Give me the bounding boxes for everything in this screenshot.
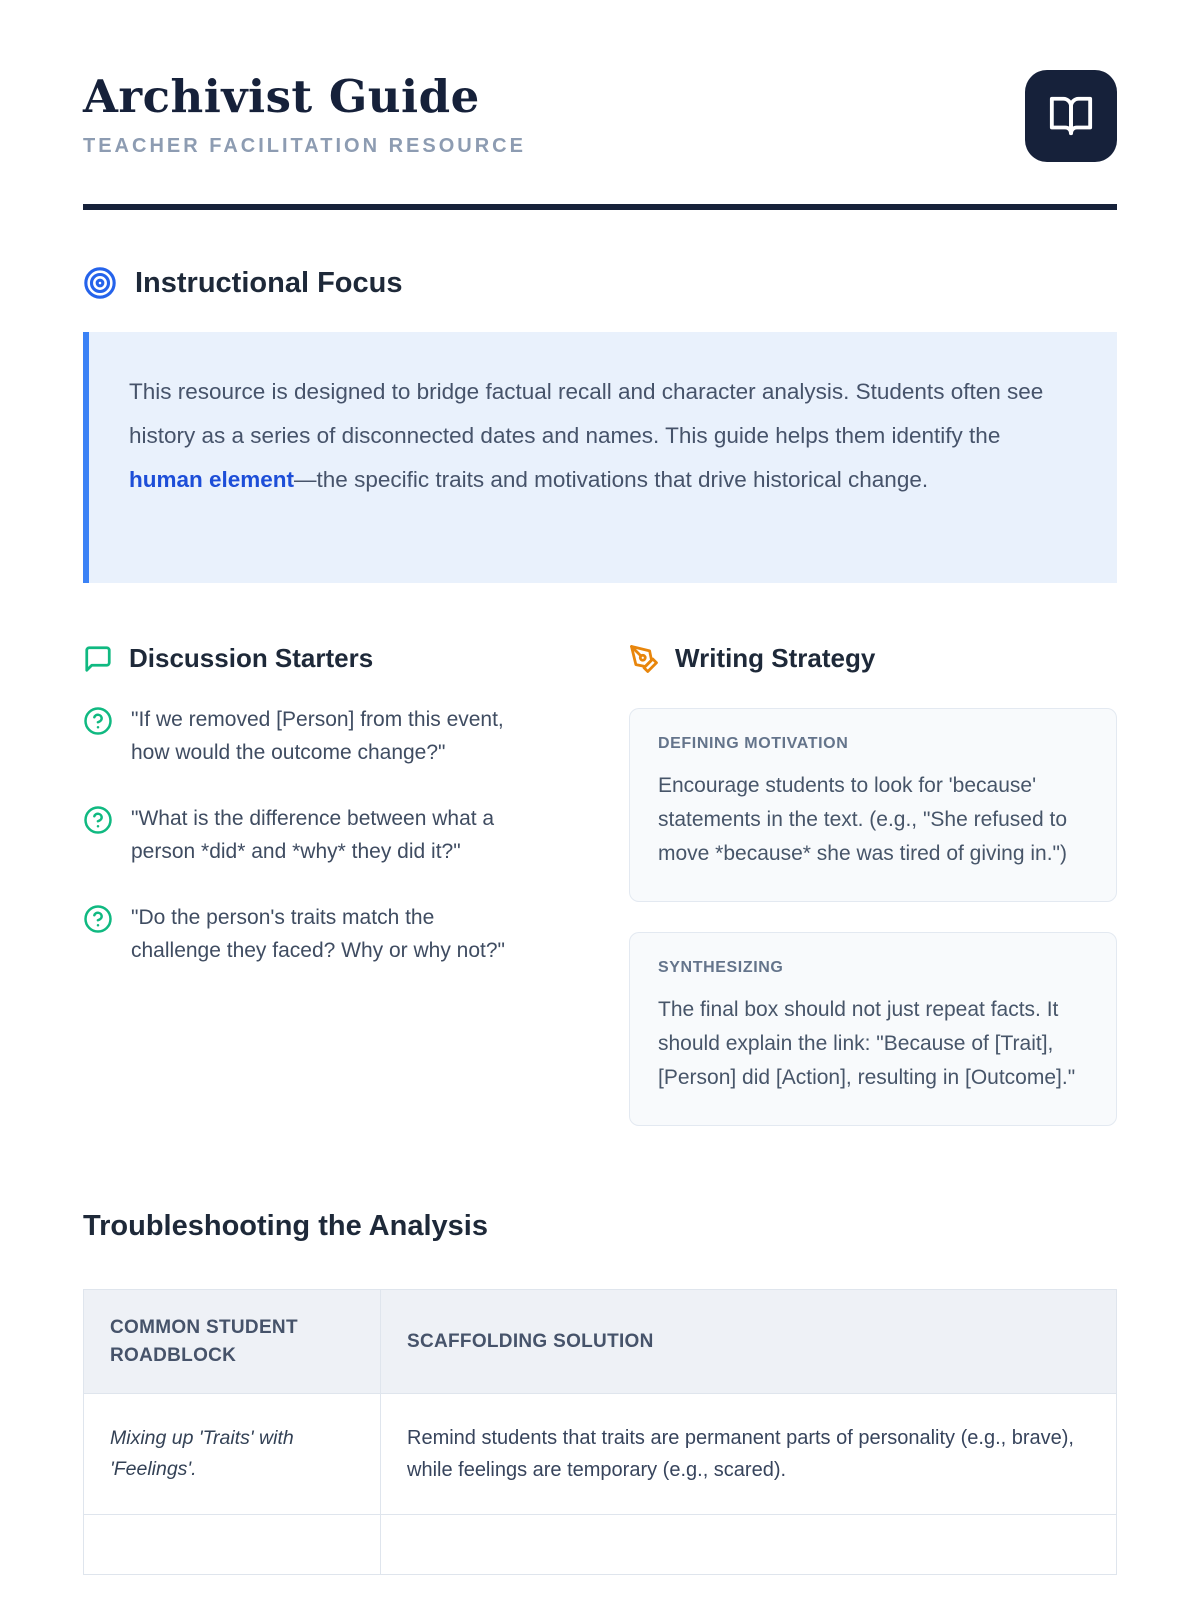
discussion-list (83, 704, 571, 967)
instructional-focus-callout (83, 332, 1117, 583)
solution-cell (381, 1515, 1117, 1575)
help-circle-icon (83, 706, 113, 769)
card-text: Encourage students to look for 'because' statements in the text. (e.g., "She refused to move *because* she was tired of giving in.") (658, 774, 1068, 866)
instructional-focus-section (83, 266, 1117, 583)
discussion-question: "What is the difference between what a person *did* and *why* they did it?" (131, 807, 495, 863)
human-element-highlight: human element (129, 466, 295, 492)
roadblock-cell: Mixing up 'Traits' with 'Feelings'. (84, 1394, 381, 1515)
header-text (83, 70, 526, 158)
pen-tool-icon (629, 644, 659, 674)
table-row (84, 1394, 1117, 1515)
discussion-question: "Do the person's traits match the challenge they faced? Why or why not?" (131, 906, 506, 962)
list-item (83, 803, 571, 868)
troubleshooting-section (83, 1210, 1117, 1575)
discussion-starters-heading-label: Discussion Starters (129, 643, 374, 673)
writing-strategy-section (629, 643, 1117, 1126)
callout-text-after: —the specific traits and motivations that drive historical change. (294, 466, 929, 492)
card-label: DEFINING MOTIVATION (658, 735, 849, 752)
two-column-layout (83, 643, 1117, 1126)
table-row (84, 1515, 1117, 1575)
column-header-roadblock: COMMON STUDENT ROADBLOCK (84, 1290, 381, 1394)
column-header-solution: SCAFFOLDING SOLUTION (381, 1290, 1117, 1394)
list-item (83, 704, 571, 769)
instructional-focus-heading-label: Instructional Focus (135, 266, 403, 299)
solution-cell: Remind students that traits are permanent parts of personality (e.g., brave), while feelings are temporary (e.g., scared). (381, 1394, 1117, 1515)
book-open-icon (1048, 93, 1094, 139)
message-square-icon (83, 644, 113, 674)
strategy-card-defining-motivation (629, 708, 1117, 902)
help-circle-icon (83, 904, 113, 967)
instructional-focus-body (129, 370, 1071, 502)
page-subtitle: TEACHER FACILITATION RESOURCE (83, 135, 526, 157)
table-header-row (84, 1290, 1117, 1394)
callout-text-before: This resource is designed to bridge factual recall and character analysis. Students often see history as a series of disconnected dates and names. This guide helps them identify the (129, 379, 1044, 448)
discussion-starters-heading (83, 643, 571, 674)
logo-badge (1025, 70, 1117, 162)
strategy-card-synthesizing (629, 932, 1117, 1126)
writing-strategy-heading-label: Writing Strategy (675, 643, 876, 673)
help-circle-icon (83, 805, 113, 868)
writing-strategy-heading (629, 643, 1117, 674)
discussion-starters-section (83, 643, 571, 1126)
card-label: SYNTHESIZING (658, 959, 784, 977)
troubleshooting-table (83, 1289, 1117, 1575)
target-icon (83, 266, 117, 300)
list-item (83, 902, 571, 967)
discussion-question: "If we removed [Person] from this event, how would the outcome change?" (131, 708, 504, 764)
roadblock-cell (84, 1515, 381, 1575)
page-title: Archivist Guide (83, 70, 480, 123)
instructional-focus-heading (83, 266, 1117, 300)
header (83, 70, 1117, 162)
card-text: The final box should not just repeat facts. It should explain the link: "Because of [Trait], [Person] did [Action], resulting in [Outcome]." (658, 998, 1076, 1090)
header-divider (83, 204, 1117, 210)
troubleshooting-heading: Troubleshooting the Analysis (83, 1210, 488, 1243)
